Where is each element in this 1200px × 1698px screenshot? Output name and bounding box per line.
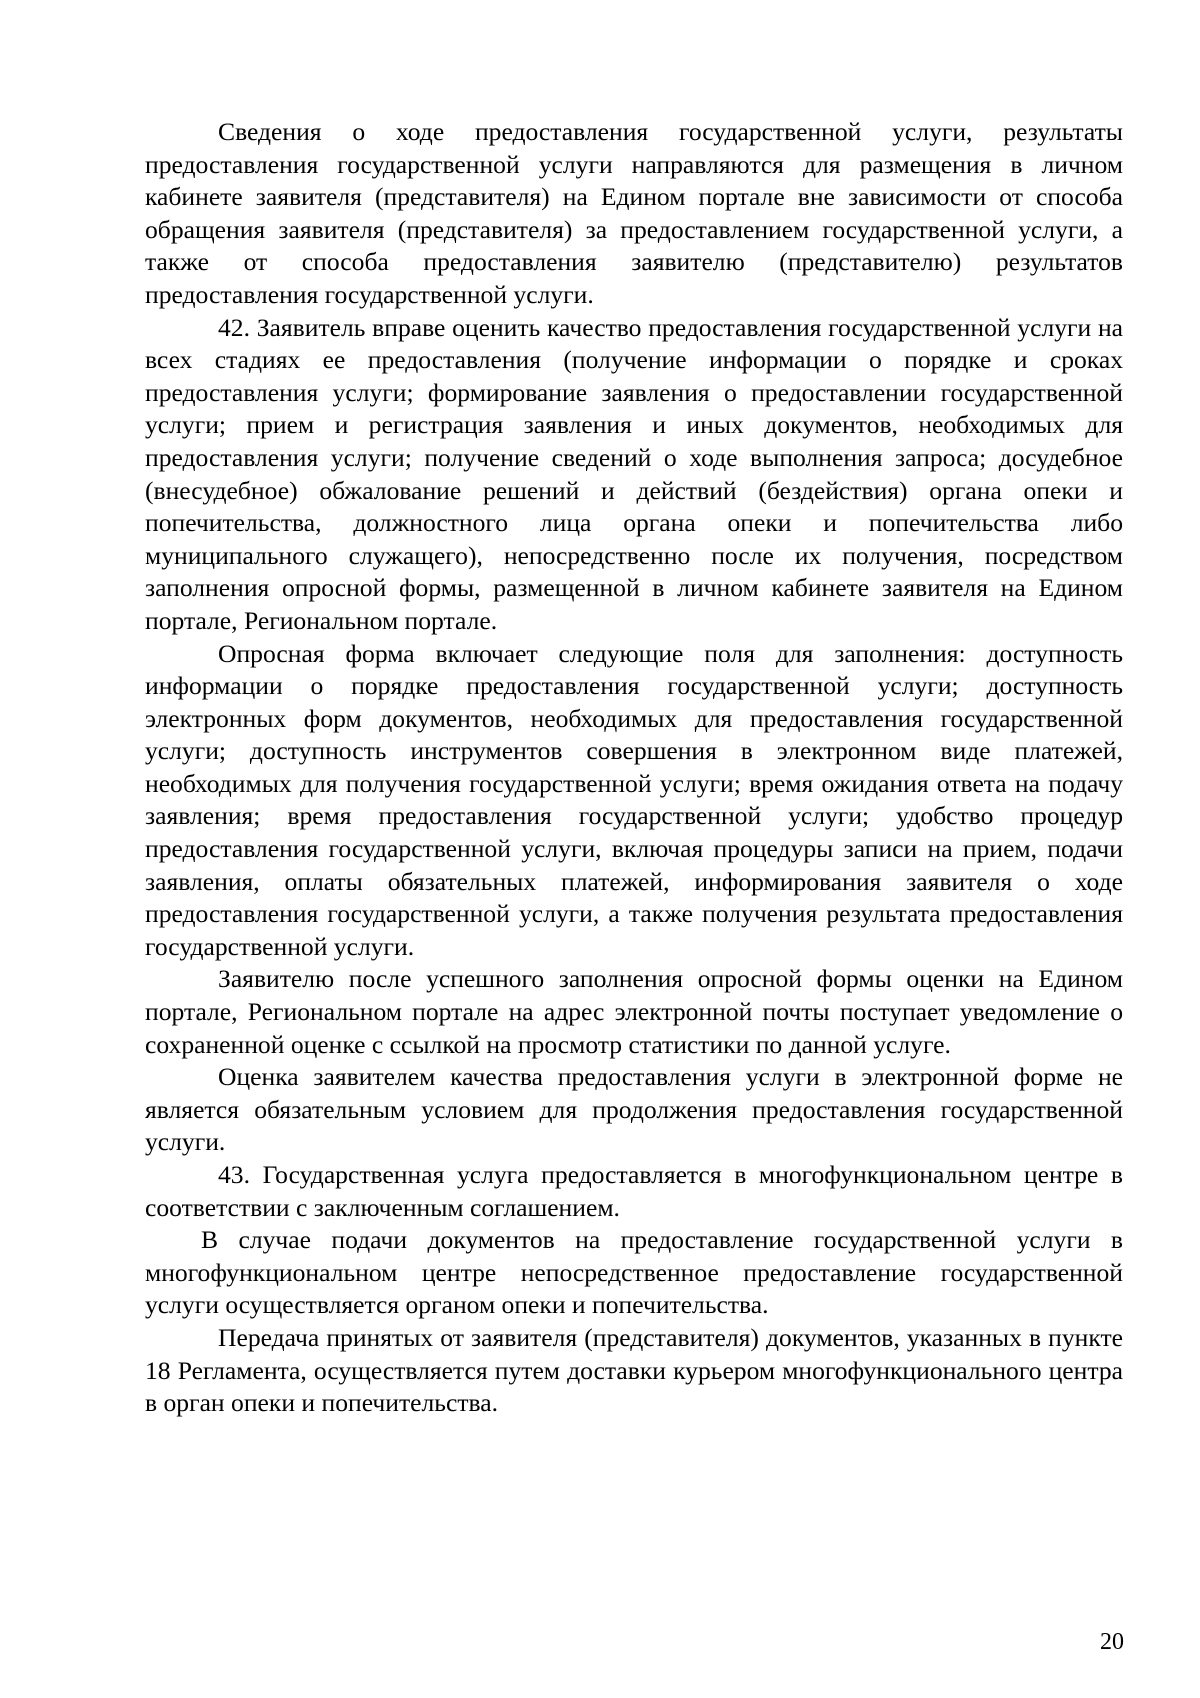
paragraph-rating-optional: Оценка заявителем качества предоставления услуги в электронной форме не является обязательным условием для продолжения предоставления государственной услуги. — [145, 1062, 1123, 1157]
paragraph-status-info: Сведения о ходе предоставления государственной услуги, результаты предоставления государственной услуги направляются для размещения в личном кабинете заявителя (представителя) на Едином портале вне зависимости от способа обращения заявителя (представителя) за предоставлением государственной услуги, а также от способа предоставления заявителю (представителю) результатов предоставления государственной услуги. — [145, 117, 1123, 309]
paragraph-42-quality-rating: 42. Заявитель вправе оценить качество предоставления государственной услуги на всех стадиях ее предоставления (получение информации о порядке и сроках предоставления услуги; формирование заявления о предоставлении государственной услуги; прием и регистрация заявления и иных документов, необходимых для предоставления услуги; получение сведений о ходе выполнения запроса; досудебное (внесудебное) обжалование решений и действий (бездействия) органа опеки и попечительства, должностного лица органа опеки и попечительства либо муниципального служащего), непосредственно после их получения, посредством заполнения опросной формы, размещенной в личном кабинете заявителя на Едином портале, Региональном портале. — [145, 312, 1123, 635]
paragraph-mfc-submission: В случае подачи документов на предоставление государственной услуги в многофункциональном центре непосредственное предоставление государственной услуги осуществляется органом опеки и попечительства. — [145, 1225, 1123, 1320]
paragraph-rating-notification: Заявителю после успешного заполнения опросной формы оценки на Едином портале, Региональном портале на адрес электронной почты поступает уведомление о сохраненной оценке с ссылкой на просмотр статистики по данной услуге. — [145, 964, 1123, 1059]
document-body — [145, 116, 1123, 1420]
paragraph-document-transfer: Передача принятых от заявителя (представителя) документов, указанных в пункте 18 Регламента, осуществляется путем доставки курьером многофункционального центра в орган опеки и попечительства. — [145, 1322, 1123, 1418]
paragraph-43-mfc-service: 43. Государственная услуга предоставляется в многофункциональном центре в соответствии с заключенным соглашением. — [145, 1160, 1123, 1222]
paragraph-survey-form-fields: Опросная форма включает следующие поля для заполнения: доступность информации о порядке предоставления государственной услуги; доступность электронных форм документов, необходимых для предоставления государственной услуги; доступность инструментов совершения в электронном виде платежей, необходимых для получения государственной услуги; время ожидания ответа на подачу заявления; время предоставления государственной услуги; удобство процедур предоставления государственной услуги, включая процедуры записи на прием, подачи заявления, оплаты обязательных платежей, информирования заявителя о ходе предоставления государственной услуги, а также получения результата предоставления государственной услуги. — [145, 638, 1123, 961]
page-number: 20 — [1100, 1629, 1124, 1655]
